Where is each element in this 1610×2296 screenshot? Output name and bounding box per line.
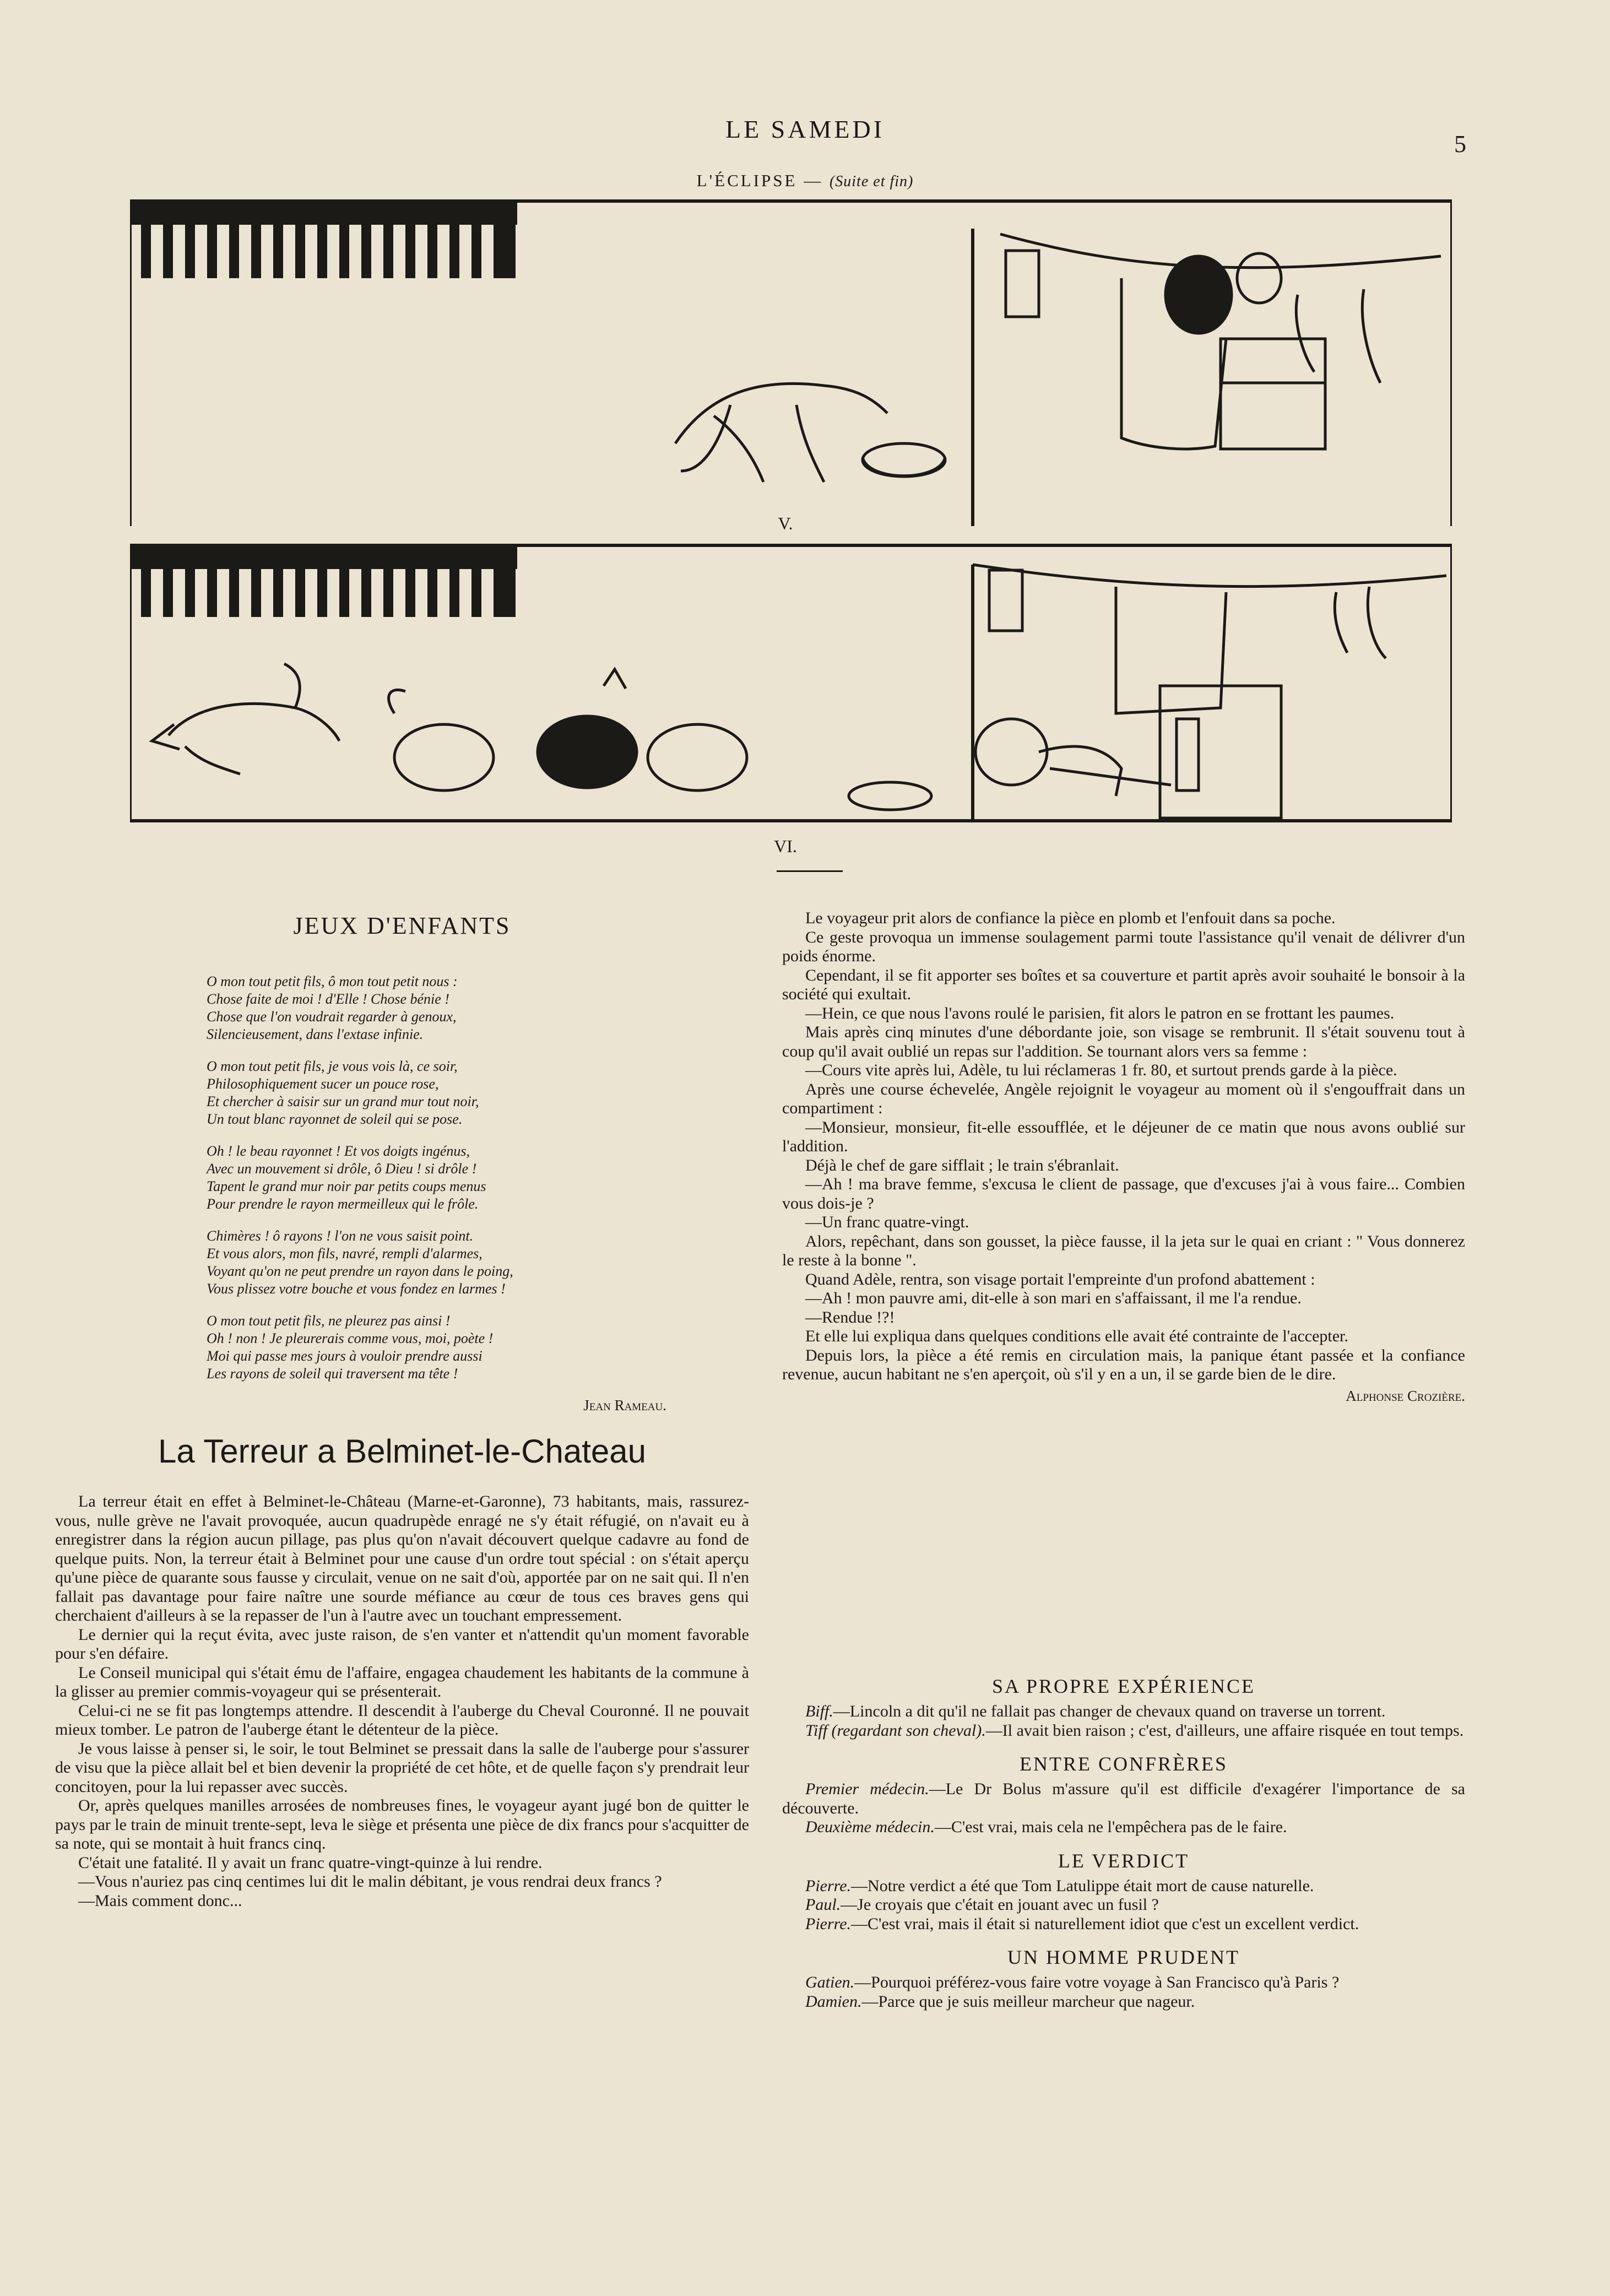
joke-line [782,1896,1465,1915]
joke-line [782,1702,1465,1721]
joke-block [782,1752,1465,1837]
story-paragraph: —Ah ! mon pauvre ami, dit-elle à son mari en s'affaissant, il me l'a rendue. [805,1289,1302,1307]
poem-line: O mon tout petit fils, je vous vois là, ce soir, [207,1058,458,1074]
story-left [55,1432,749,1910]
joke-speaker: Pierre. [805,1876,852,1895]
story-paragraph: —Rendue !?! [805,1308,895,1326]
story-paragraph: Celui-ci ne se fit pas longtemps attendre. Il descendit à l'auberge du Cheval Couronné. Il ne pouvait mieux tomber. Le patron de l'auberge étant le détenteur de la pièce. [55,1701,749,1739]
poem-line: Chose que l'on voudrait regarder à genoux, [207,1009,457,1025]
joke-text: —C'est vrai, mais il était si naturellement idiot que c'est un excellent verdict. [851,1914,1359,1933]
poem-stanza [207,1227,666,1298]
poem-body [55,940,749,1414]
story-paragraph: —Vous n'auriez pas cinq centimes lui dit le malin débitant, je vous rendrai deux francs ? [78,1872,662,1891]
poem-line: Tapent le grand mur noir par petits coups menus [207,1178,486,1194]
story-paragraph: —Hein, ce que nous l'avons roulé le parisien, fit alors le patron en se frottant les paumes. [805,1004,1395,1022]
story-paragraph: Quand Adèle, rentra, son visage portait l'empreinte d'un profond abattement : [805,1270,1315,1288]
story-paragraph: Or, après quelques manilles arrosées de nombreuses fines, le voyageur ayant jugé bon de quitter le pays par le train de minuit trente-sept, leva le siège et présenta une pièce de dix francs pour s'acquitter de sa note, qui se montait à huit francs cinq. [55,1796,749,1853]
poem-line: Silencieusement, dans l'extase infinie. [207,1026,424,1042]
joke-title: UN HOMME PRUDENT [1007,1946,1240,1968]
story-paragraph: Je vous laisse à penser si, le soir, le tout Belminet se pressait dans la salle de l'auberge pour s'assurer de visu que la pièce allait bel et bien devenir la propriété de cet hôte, et de quelle façon s'y prendrait leur concitoyen, pour la lui repasser avec succès. [55,1739,749,1796]
story-paragraph: Ce geste provoqua un immense soulagement parmi toute l'assistance qu'il venait de délivrer d'un poids énorme. [782,928,1465,965]
dog-drinking-icon [675,383,945,482]
joke-block [782,1946,1465,2011]
poem-line: Philosophiquement sucer un pouce rose, [207,1076,439,1092]
poem-line: Voyant qu'on ne peut prendre un rayon dans le poing, [207,1263,513,1279]
window-shutter-icon [130,201,516,278]
poem-line: Les rayons de soleil qui traversent ma tête ! [207,1366,458,1382]
joke-text: —Parce que je suis meilleur marcheur que nageur. [861,1992,1195,2011]
joke-text: —C'est vrai, mais cela ne l'empêchera pas de le faire. [934,1818,1287,1836]
story-paragraph: Et elle lui expliqua dans quelques conditions elle avait été contrainte de l'accepter. [805,1327,1348,1345]
joke-title: ENTRE CONFRÈRES [1019,1753,1228,1775]
story-paragraph: Cependant, il se fit apporter ses boîtes et sa couverture et partit après avoir souhaité le bonsoir à la société qui exultait. [782,966,1465,1003]
story-paragraph: —Mais comment donc... [78,1891,242,1910]
story-paragraph: Le voyageur prit alors de confiance la pièce en plomb et l'enfouit dans sa poche. [805,909,1336,927]
joke-speaker: Deuxième médecin. [805,1818,935,1836]
poem-line: O mon tout petit fils, ô mon tout petit nous : [207,973,458,989]
joke-speaker: Pierre. [805,1914,852,1933]
poem-stanza [207,973,666,1043]
joke-title: LE VERDICT [1058,1849,1190,1872]
poem-line: Pour prendre le rayon mermeilleux qui le frôle. [207,1196,479,1212]
joke-text: —Le Dr Bolus m'assure qu'il est difficile d'exagérer l'importance de sa découverte. [782,1780,1465,1817]
joke-text: —Notre verdict a été que Tom Latulippe était mort de cause naturelle. [851,1876,1314,1895]
story-paragraph: La terreur était en effet à Belminet-le-Château (Marne-et-Garonne), 73 habitants, mais, rassurez-vous, nulle grève ne l'avait provoquée, aucun quadrupède enragé ne s'y était réfugié, on n'avait eu à enregistrer dans la région aucun pillage, pas plus qu'on n'avait découvert quelque cadavre au fond de quelque puits. Non, la terreur était à Belminet pour une cause d'un ordre tout spécial : on s'était aperçu qu'une pièce de quarante sous fausse y circulait, venue on ne sait d'où, apportée par on ne sait qui. Il n'en fallait pas davantage pour faire naître une sourde méfiance au cœur de tous ces braves gens qui cherchaient d'ailleurs à se la repasser de l'un à l'autre avec un touchant empressement. [55,1492,749,1624]
poem-line: Oh ! non ! Je pleurerais comme vous, moi, poète ! [207,1330,494,1346]
section-divider [777,870,843,872]
joke-speaker: Paul. [805,1896,841,1914]
story-paragraph: Depuis lors, la pièce a été remis en circulation mais, la panique étant passée et la confiance revenue, aucun habitant ne s'en aperçoit, où s'il y en a un, il se garde bien de le dire. [782,1346,1465,1383]
story-paragraph: Mais après cinq minutes d'une débordante joie, son visage se rembrunit. Il s'était souvenu tout à coup qu'il avait oublié un repas sur l'addition. Se tournant alors vers sa femme : [782,1023,1465,1060]
poem-line: Avec un mouvement si drôle, ô Dieu ! si drôle ! [207,1161,477,1177]
poem-line: Un tout blanc rayonnet de soleil qui se pose. [207,1111,463,1127]
joke-line [782,1973,1465,1992]
poem-line: Et vous alors, mon fils, navré, rempli d'alarmes, [207,1246,483,1261]
poem-line: Moi qui passe mes jours à vouloir prendre aussi [207,1348,483,1364]
story-title: La Terreur a Belminet-le-Chateau [158,1433,647,1470]
poem-stanza [207,1142,666,1213]
poem-line: Oh ! le beau rayonnet ! Et vos doigts ingénus, [207,1143,470,1159]
newspaper-title: LE SAMEDI [725,115,885,143]
joke-speaker: Damien. [805,1992,862,2011]
poem-line: Vous plissez votre bouche et vous fondez en larmes ! [207,1281,506,1297]
comic-panel-6 [130,532,1452,846]
story-paragraph: —Cours vite après lui, Adèle, tu lui réclameras 1 fr. 80, et surtout prends garde à la pièce. [805,1061,1397,1079]
comic-subtitle-main: L'ÉCLIPSE — [696,171,823,190]
joke-speaker: Biff. [805,1702,833,1720]
chained-dog-icon [975,686,1281,818]
joke-line [782,1721,1465,1741]
comic-panel-5 [130,196,1452,526]
poem-line: Chose faite de moi ! d'Elle ! Chose bénie ! [207,991,449,1007]
story-paragraph: Alors, repêchant, dans son gousset, la pièce fausse, il la jeta sur le quai en criant : " Vous donnerez le reste à la bonne ". [782,1232,1465,1269]
joke-speaker: Gatien. [805,1973,855,1991]
joke-block [782,1675,1465,1740]
poem [55,912,749,1414]
poem-title: JEUX D'ENFANTS [293,912,511,939]
story-body-right [782,909,1465,1405]
joke-text: —Lincoln a dit qu'il ne fallait pas changer de chevaux quand on traverse un torrent. [833,1702,1386,1720]
joke-line [782,1780,1465,1818]
story-paragraph: —Monsieur, monsieur, fit-elle essoufflée, et le déjeuner de ce matin que nous avons oublié sur l'addition. [782,1118,1465,1155]
story-paragraph: Le Conseil municipal qui s'était ému de l'affaire, engagea chaudement les habitants de la commune à la glisser au premier commis-voyageur qui se présenterait. [55,1663,749,1701]
joke-line [782,1877,1465,1896]
story-paragraph: Après une course échevelée, Angèle rejoignit le voyageur au moment où il s'engouffrait dans un compartiment : [782,1080,1465,1117]
story-paragraph: Le dernier qui la reçut évita, avec juste raison, de s'en vanter et n'attendit qu'un moment favorable pour s'en défaire. [55,1625,749,1663]
comic-subtitle [0,171,1610,191]
comic-subtitle-note: (Suite et fin) [829,173,914,190]
joke-speaker: Tiff (regardant son cheval). [805,1721,986,1740]
story-paragraph: C'était une fatalité. Il y avait un franc quatre-vingt-quinze à lui rendre. [78,1853,543,1872]
joke-block [782,1849,1465,1934]
joke-line [782,1992,1465,2012]
poem-line: O mon tout petit fils, ne pleurez pas ainsi ! [207,1313,451,1329]
story-signature: Alphonse Crozière. [1346,1387,1465,1404]
joke-title: SA PROPRE EXPÉRIENCE [991,1675,1256,1697]
joke-line [782,1915,1465,1934]
dog-running-icon [152,664,339,774]
joke-text: —Pourquoi préférez-vous faire votre voyage à San Francisco qu'à Paris ? [854,1973,1340,1991]
poem-stanza [207,1058,666,1128]
clothesline-icon [973,565,1446,713]
window-shutter-icon [130,545,516,617]
story-body-left [55,1492,749,1910]
joke-speaker: Premier médecin. [805,1780,929,1798]
hens-running-icon [389,669,747,790]
jokes-section [782,1675,1465,2011]
poem-line: Et chercher à saisir sur un grand mur tout noir, [207,1093,479,1109]
poem-signature: Jean Rameau. [583,1397,666,1414]
joke-text: —Il avait bien raison ; c'est, d'ailleurs, une affaire risquée en tout temps. [985,1721,1464,1740]
empty-bowl-icon [849,782,931,810]
joke-text: —Je croyais que c'était en jouant avec un fusil ? [841,1896,1159,1914]
page-number: 5 [1454,131,1466,158]
story-paragraph: Déjà le chef de gare sifflait ; le train s'ébranlait. [805,1156,1119,1174]
story-paragraph: —Un franc quatre-vingt. [805,1213,969,1231]
poem-stanza [207,1312,666,1383]
poem-line: Chimères ! ô rayons ! l'on ne vous saisit point. [207,1228,474,1244]
panel-caption-6: VI. [774,836,797,856]
cat-on-clothesline-icon [1000,234,1441,449]
joke-line [782,1818,1465,1837]
story-paragraph: —Ah ! ma brave femme, s'excusa le client de passage, que d'excuses j'ai à vous faire... Combien vous dois-je ? [782,1175,1465,1212]
panel-caption-5: V. [778,513,793,533]
